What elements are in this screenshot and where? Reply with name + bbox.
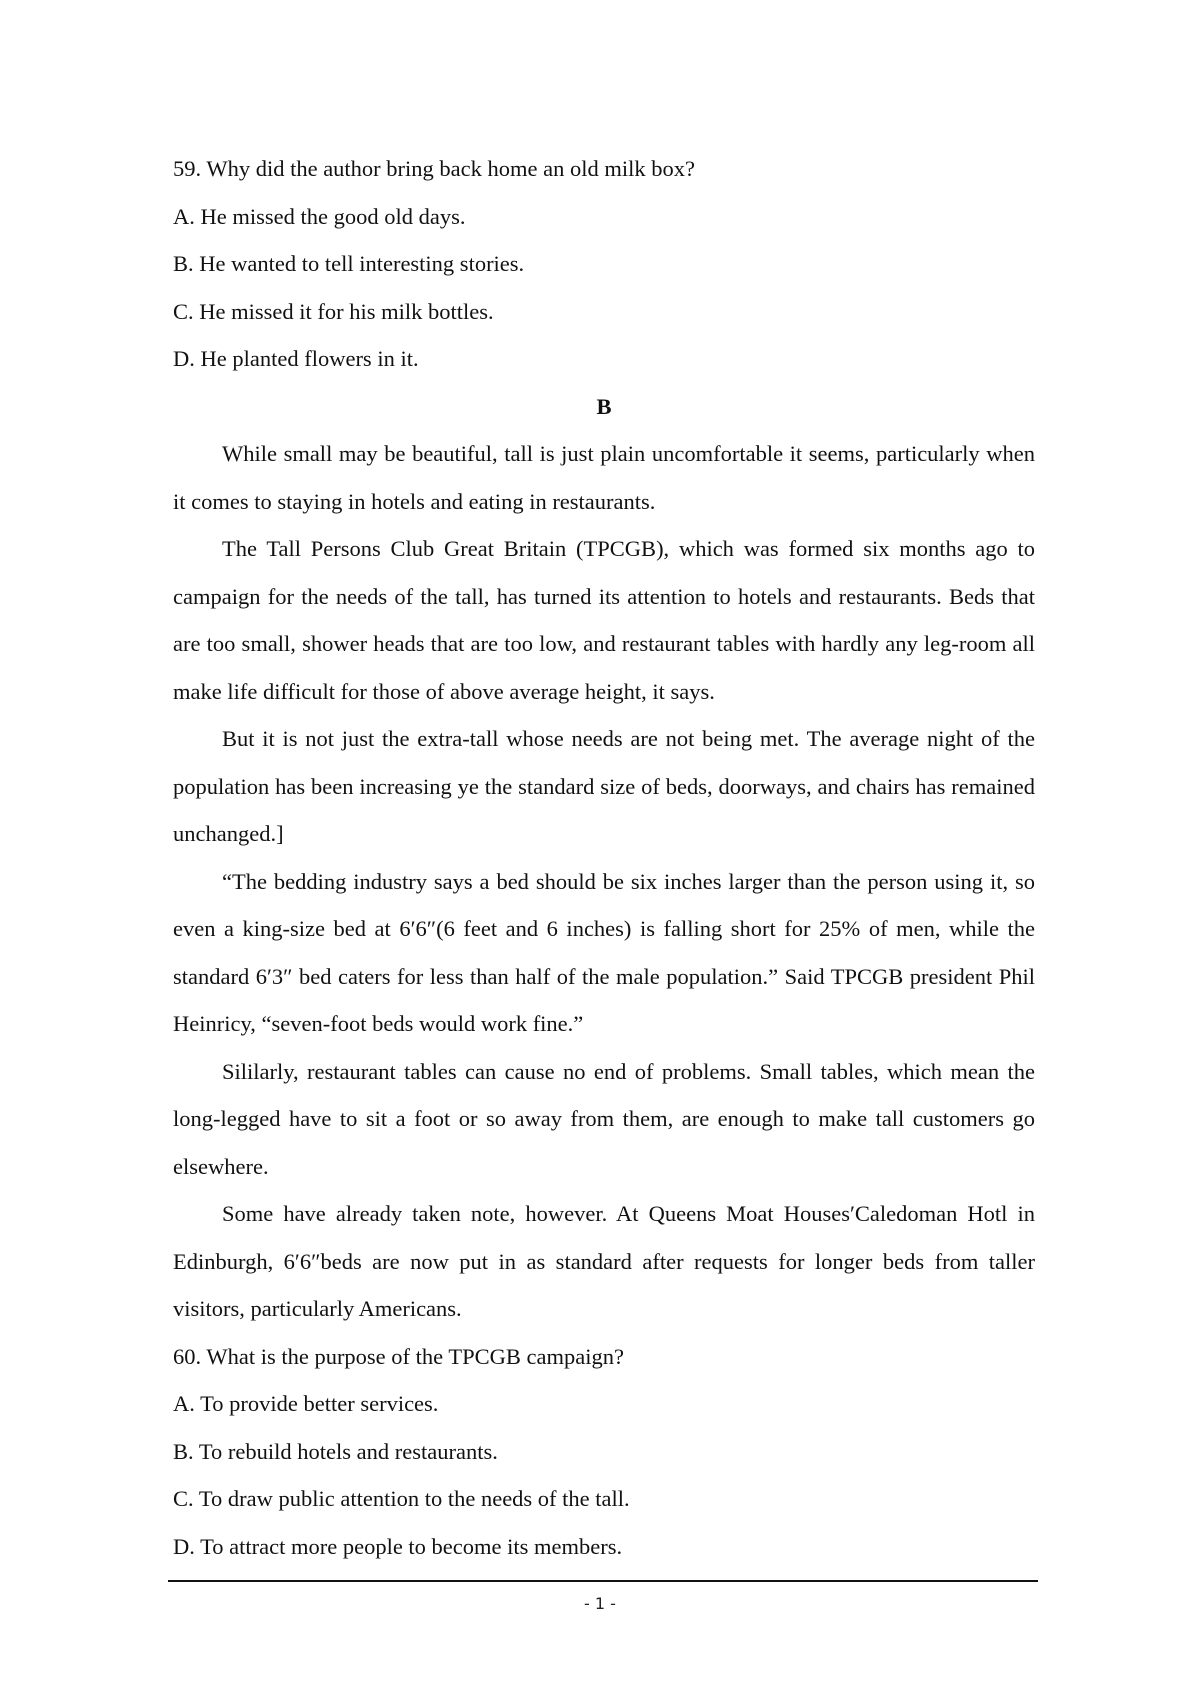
q60-option-d: D. To attract more people to become its members. [173,1533,623,1559]
q59-option-d: D. He planted flowers in it. [173,346,419,371]
q60-option-b: B. To rebuild hotels and restaurants. [173,1438,498,1464]
document-page [173,145,1035,1570]
question-59: 59. Why did the author bring back home an old milk box? [173,156,695,181]
footer-divider [168,1580,1038,1582]
section-heading: B [596,393,612,419]
q60-option-c: C. To draw public attention to the needs of the tall. [173,1486,630,1511]
passage-paragraph: But it is not just the extra-tall whose needs are not being met. The average night of the population has been increasing ye the standard size of beds, doorways, and chairs has remained unchanged.] [173,726,1035,846]
q60-option-a: A. To provide better services. [173,1391,439,1416]
passage-paragraph: While small may be beautiful, tall is just plain uncomfortable it seems, particularly when it comes to staying in hotels and eating in restaurants. [173,441,1035,514]
passage-paragraph: Some have already taken note, however. At Queens Moat Houses′Caledoman Hotl in Edinburgh, 6′6″beds are now put in as standard after requests for longer beds from taller visitors, particularly Americans. [173,1201,1035,1321]
question-60: 60. What is the purpose of the TPCGB campaign? [173,1343,624,1369]
q59-option-c: C. He missed it for his milk bottles. [173,298,494,324]
passage-paragraph: Sililarly, restaurant tables can cause no end of problems. Small tables, which mean the long-legged have to sit a foot or so away from them, are enough to make tall customers go elsewhere. [173,1058,1035,1179]
passage-paragraph: “The bedding industry says a bed should be six inches larger than the person using it, so even a king-size bed at 6′6″(6 feet and 6 inches) is falling short for 25% of men, while the standard 6′3″ bed caters for less than half of the male population.” Said TPCGB president Phil Heinricy, “seven-foot beds would work fine.” [173,868,1035,1036]
q59-option-b: B. He wanted to tell interesting stories. [173,251,525,276]
page-number: - 1 - [584,1594,616,1613]
q59-option-a: A. He missed the good old days. [173,203,466,229]
passage-paragraph: The Tall Persons Club Great Britain (TPCGB), which was formed six months ago to campaign for the needs of the tall, has turned its attention to hotels and restaurants. Beds that are too small, shower heads that are too low, and restaurant tables with hardly any leg-room all make life difficult for those of above average height, it says. [173,536,1035,704]
